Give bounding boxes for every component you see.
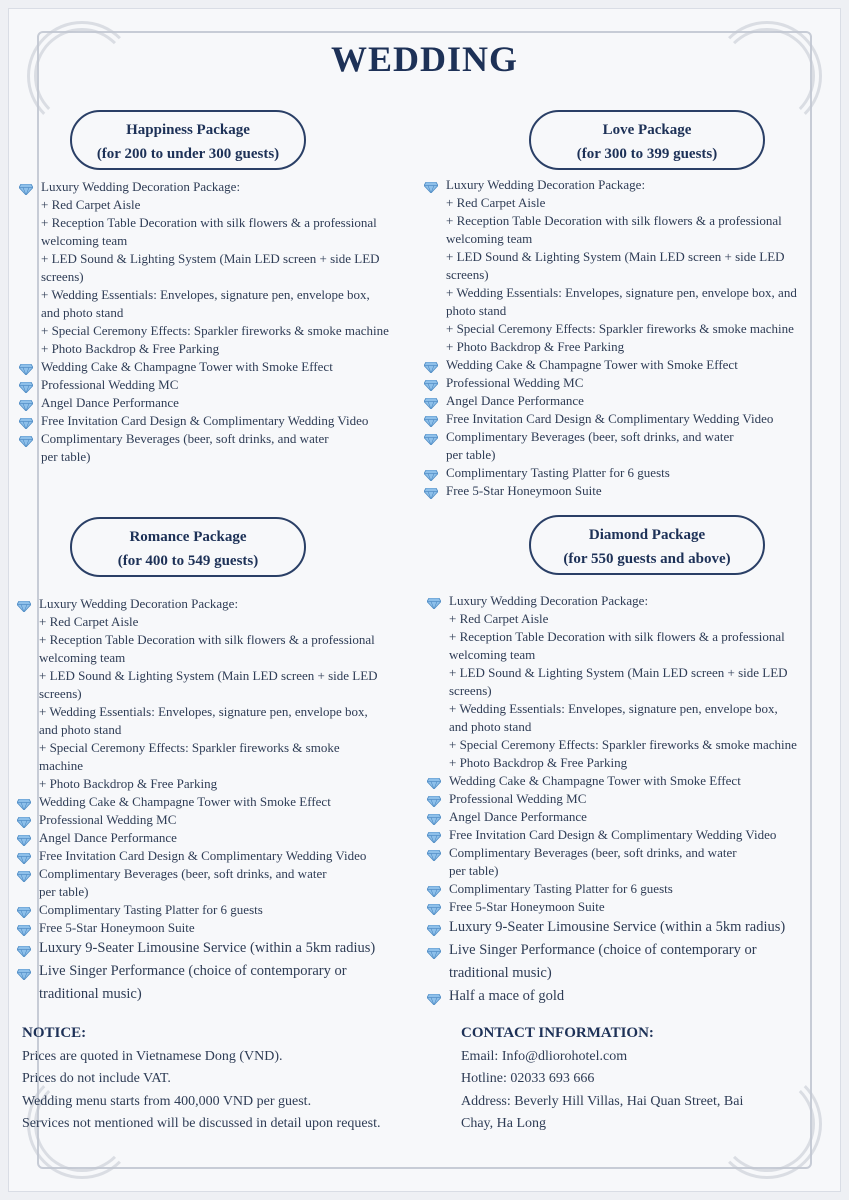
item-text: + Wedding Essentials: Envelopes, signature pen, envelope box, xyxy=(39,704,368,719)
contact-heading: CONTACT INFORMATION: xyxy=(461,1025,654,1041)
list-item-detail xyxy=(17,685,419,703)
list-item xyxy=(427,808,837,826)
diamond-icon xyxy=(427,884,441,895)
item-text: Wedding Cake & Champagne Tower with Smoke Effect xyxy=(449,773,741,788)
list-item xyxy=(17,811,419,829)
diamond-icon xyxy=(427,776,441,787)
item-text: Complimentary Beverages (beer, soft drinks, and water xyxy=(446,429,734,444)
item-text: Professional Wedding MC xyxy=(446,375,584,390)
notice-line: Wedding menu starts from 400,000 VND per guest. xyxy=(22,1093,312,1109)
package-name: Happiness Package xyxy=(126,122,250,138)
item-text: + Special Ceremony Effects: Sparkler fireworks & smoke xyxy=(39,740,340,755)
list-item xyxy=(17,901,419,919)
item-text: Live Singer Performance (choice of contemporary or xyxy=(449,942,757,958)
package-items-diamond xyxy=(427,592,837,1008)
list-item xyxy=(427,939,837,962)
package-items-romance xyxy=(17,595,419,1006)
item-text: machine xyxy=(39,758,84,773)
item-text: + Reception Table Decoration with silk flowers & a professional xyxy=(446,213,782,228)
page-title: WEDDING xyxy=(330,39,519,79)
list-item-detail xyxy=(427,700,837,718)
list-item-detail xyxy=(19,232,419,250)
item-text: + Wedding Essentials: Envelopes, signature pen, envelope box, and xyxy=(446,285,797,300)
diamond-icon xyxy=(17,851,31,862)
item-text: and photo stand xyxy=(41,305,124,320)
item-text: Free Invitation Card Design & Complimentary Wedding Video xyxy=(449,827,777,842)
diamond-icon xyxy=(17,599,31,610)
diamond-icon xyxy=(17,797,31,808)
list-item xyxy=(424,464,836,482)
item-text: + Reception Table Decoration with silk flowers & a professional xyxy=(449,629,785,644)
diamond-icon xyxy=(424,378,438,389)
item-text: screens) xyxy=(41,269,84,284)
item-text: Wedding Cake & Champagne Tower with Smoke Effect xyxy=(41,359,333,374)
list-item-detail xyxy=(19,286,419,304)
diamond-icon xyxy=(17,905,31,916)
package-name: Love Package xyxy=(602,122,692,138)
list-item xyxy=(424,356,836,374)
list-item xyxy=(17,937,419,960)
list-item-detail xyxy=(427,682,837,700)
list-item-detail xyxy=(17,631,419,649)
item-text: + Reception Table Decoration with silk flowers & a professional xyxy=(39,632,375,647)
list-item-detail xyxy=(427,862,837,880)
item-text: welcoming team xyxy=(449,647,536,662)
list-item xyxy=(424,374,836,392)
item-text: per table) xyxy=(39,884,89,899)
item-text: Luxury 9-Seater Limousine Service (within a 5km radius) xyxy=(39,940,376,956)
item-text: and photo stand xyxy=(39,722,122,737)
list-item-detail xyxy=(17,739,419,757)
list-item xyxy=(427,898,837,916)
list-item-detail xyxy=(427,754,837,772)
list-item xyxy=(427,826,837,844)
package-guests: (for 400 to 549 guests) xyxy=(117,553,259,569)
package-name: Diamond Package xyxy=(588,527,706,543)
diamond-icon xyxy=(19,362,33,373)
item-text: + Red Carpet Aisle xyxy=(39,614,139,629)
item-text: per table) xyxy=(446,447,496,462)
item-text: Free 5-Star Honeymoon Suite xyxy=(449,899,605,914)
list-item-detail xyxy=(17,613,419,631)
list-item-detail xyxy=(17,721,419,739)
item-text: Luxury Wedding Decoration Package: xyxy=(449,593,649,608)
list-item xyxy=(19,376,419,394)
item-text: + Reception Table Decoration with silk flowers & a professional xyxy=(41,215,377,230)
item-text: Luxury Wedding Decoration Package: xyxy=(41,179,241,194)
item-text: screens) xyxy=(449,683,492,698)
contact-section xyxy=(461,1022,801,1136)
diamond-icon xyxy=(19,380,33,391)
item-text: Professional Wedding MC xyxy=(39,812,177,827)
list-item-detail xyxy=(19,448,419,466)
list-item-detail xyxy=(424,230,836,248)
item-text: Wedding Cake & Champagne Tower with Smoke Effect xyxy=(446,357,738,372)
item-text: + Red Carpet Aisle xyxy=(449,611,549,626)
diamond-icon xyxy=(19,416,33,427)
item-text: Free Invitation Card Design & Complimentary Wedding Video xyxy=(39,848,367,863)
notice-line: Prices are quoted in Vietnamese Dong (VND). xyxy=(22,1048,283,1064)
list-item-detail xyxy=(427,718,837,736)
item-text: Free 5-Star Honeymoon Suite xyxy=(39,920,195,935)
diamond-icon xyxy=(427,596,441,607)
list-item xyxy=(19,412,419,430)
diamond-icon xyxy=(427,812,441,823)
item-text: Complimentary Beverages (beer, soft drinks, and water xyxy=(39,866,327,881)
item-text: Angel Dance Performance xyxy=(41,395,179,410)
contact-email[interactable]: Email: Info@dliorohotel.com xyxy=(461,1048,628,1064)
list-item xyxy=(427,916,837,939)
package-header-love xyxy=(529,110,765,170)
diamond-icon xyxy=(427,794,441,805)
list-item-detail xyxy=(19,214,419,232)
list-item xyxy=(427,790,837,808)
item-text: Complimentary Tasting Platter for 6 guests xyxy=(446,465,670,480)
list-item-detail xyxy=(19,268,419,286)
item-text: + Photo Backdrop & Free Parking xyxy=(449,755,628,770)
item-text: + Special Ceremony Effects: Sparkler fireworks & smoke machine xyxy=(449,737,797,752)
item-text: Luxury Wedding Decoration Package: xyxy=(446,177,646,192)
diamond-icon xyxy=(424,486,438,497)
item-text: screens) xyxy=(446,267,489,282)
item-text: Angel Dance Performance xyxy=(446,393,584,408)
list-item xyxy=(427,844,837,862)
list-item xyxy=(19,358,419,376)
list-item-detail xyxy=(424,338,836,356)
item-text: Complimentary Tasting Platter for 6 guests xyxy=(449,881,673,896)
diamond-icon xyxy=(17,965,31,976)
diamond-icon xyxy=(17,869,31,880)
package-guests: (for 200 to under 300 guests) xyxy=(96,146,280,162)
item-text: Free Invitation Card Design & Complimentary Wedding Video xyxy=(446,411,774,426)
diamond-icon xyxy=(427,990,441,1001)
item-text: welcoming team xyxy=(41,233,128,248)
list-item-detail xyxy=(427,628,837,646)
list-item-detail xyxy=(424,302,836,320)
list-item xyxy=(19,430,419,448)
list-item xyxy=(17,829,419,847)
list-item-detail xyxy=(427,736,837,754)
item-text: traditional music) xyxy=(39,986,142,1002)
diamond-icon xyxy=(19,182,33,193)
item-text: + Photo Backdrop & Free Parking xyxy=(39,776,218,791)
item-text: welcoming team xyxy=(446,231,533,246)
diamond-icon xyxy=(19,434,33,445)
diamond-icon xyxy=(427,902,441,913)
item-text: Free Invitation Card Design & Complimentary Wedding Video xyxy=(41,413,369,428)
list-item-detail xyxy=(17,649,419,667)
list-item xyxy=(427,985,837,1008)
list-item-detail xyxy=(17,667,419,685)
diamond-icon xyxy=(427,944,441,955)
item-text: + Red Carpet Aisle xyxy=(446,195,546,210)
diamond-icon xyxy=(19,398,33,409)
list-item-detail xyxy=(427,664,837,682)
list-item-detail xyxy=(19,322,419,340)
list-item-detail xyxy=(17,775,419,793)
item-text: Complimentary Beverages (beer, soft drinks, and water xyxy=(449,845,737,860)
list-item-detail xyxy=(424,212,836,230)
item-text: + LED Sound & Lighting System (Main LED screen + side LED xyxy=(446,249,785,264)
list-item-detail xyxy=(19,304,419,322)
diamond-icon xyxy=(424,360,438,371)
list-item-detail xyxy=(19,340,419,358)
item-text: Live Singer Performance (choice of contemporary or xyxy=(39,963,347,979)
list-item-detail xyxy=(424,284,836,302)
diamond-icon xyxy=(427,921,441,932)
item-text: + Special Ceremony Effects: Sparkler fireworks & smoke machine xyxy=(446,321,794,336)
item-text: Angel Dance Performance xyxy=(449,809,587,824)
list-item-detail xyxy=(424,320,836,338)
item-text: + Red Carpet Aisle xyxy=(41,197,141,212)
notice-line: Services not mentioned will be discussed in detail upon request. xyxy=(22,1116,381,1131)
list-item-detail xyxy=(17,883,419,901)
list-item-detail xyxy=(427,610,837,628)
item-text: Professional Wedding MC xyxy=(449,791,587,806)
package-name: Romance Package xyxy=(129,529,247,545)
list-item xyxy=(17,865,419,883)
item-text: screens) xyxy=(39,686,82,701)
list-item xyxy=(19,178,419,196)
package-guests: (for 550 guests and above) xyxy=(563,551,731,567)
package-guests: (for 300 to 399 guests) xyxy=(576,146,718,162)
list-item xyxy=(17,847,419,865)
package-items-love xyxy=(424,176,836,500)
item-text: and photo stand xyxy=(449,719,532,734)
item-text: Wedding Cake & Champagne Tower with Smoke Effect xyxy=(39,794,331,809)
diamond-icon xyxy=(17,833,31,844)
diamond-icon xyxy=(424,468,438,479)
item-text: + LED Sound & Lighting System (Main LED screen + side LED xyxy=(41,251,380,266)
notice-line: Prices do not include VAT. xyxy=(22,1071,171,1086)
item-text: + Wedding Essentials: Envelopes, signature pen, envelope box, xyxy=(449,701,778,716)
list-item xyxy=(17,595,419,613)
diamond-icon xyxy=(424,414,438,425)
list-item-detail xyxy=(424,248,836,266)
package-header-diamond xyxy=(529,515,765,575)
list-item xyxy=(427,880,837,898)
contact-hotline[interactable]: Hotline: 02033 693 666 xyxy=(461,1071,595,1086)
diamond-icon xyxy=(424,180,438,191)
item-text: per table) xyxy=(41,449,91,464)
notice-section xyxy=(22,1022,442,1136)
item-text: traditional music) xyxy=(449,965,552,981)
diamond-icon xyxy=(17,923,31,934)
list-item xyxy=(424,410,836,428)
item-text: photo stand xyxy=(446,303,507,318)
list-item-detail xyxy=(17,983,419,1006)
list-item xyxy=(19,394,419,412)
diamond-icon xyxy=(424,432,438,443)
list-item-detail xyxy=(17,703,419,721)
item-text: + Photo Backdrop & Free Parking xyxy=(446,339,625,354)
list-item-detail xyxy=(424,446,836,464)
list-item-detail xyxy=(424,266,836,284)
list-item-detail xyxy=(19,250,419,268)
diamond-icon xyxy=(17,815,31,826)
list-item xyxy=(17,919,419,937)
item-text: Complimentary Tasting Platter for 6 guests xyxy=(39,902,263,917)
list-item-detail xyxy=(427,962,837,985)
list-item xyxy=(424,428,836,446)
list-item xyxy=(424,482,836,500)
diamond-icon xyxy=(424,396,438,407)
item-text: Luxury 9-Seater Limousine Service (within a 5km radius) xyxy=(449,919,786,935)
item-text: + LED Sound & Lighting System (Main LED screen + side LED xyxy=(449,665,788,680)
list-item-detail xyxy=(427,646,837,664)
package-header-happiness xyxy=(70,110,306,170)
package-header-romance xyxy=(70,517,306,577)
item-text: + Photo Backdrop & Free Parking xyxy=(41,341,220,356)
item-text: + Special Ceremony Effects: Sparkler fireworks & smoke machine xyxy=(41,323,389,338)
diamond-icon xyxy=(17,942,31,953)
item-text: Angel Dance Performance xyxy=(39,830,177,845)
item-text: Luxury Wedding Decoration Package: xyxy=(39,596,239,611)
item-text: + LED Sound & Lighting System (Main LED screen + side LED xyxy=(39,668,378,683)
item-text: Free 5-Star Honeymoon Suite xyxy=(446,483,602,498)
contact-address: Address: Beverly Hill Villas, Hai Quan Street, Bai xyxy=(461,1093,744,1109)
list-item xyxy=(17,793,419,811)
item-text: Complimentary Beverages (beer, soft drinks, and water xyxy=(41,431,329,446)
list-item xyxy=(427,592,837,610)
diamond-icon xyxy=(427,848,441,859)
item-text: Half a mace of gold xyxy=(449,988,565,1004)
diamond-icon xyxy=(427,830,441,841)
list-item-detail xyxy=(424,194,836,212)
package-items-happiness xyxy=(19,178,419,466)
item-text: + Wedding Essentials: Envelopes, signature pen, envelope box, xyxy=(41,287,370,302)
item-text: per table) xyxy=(449,863,499,878)
item-text: welcoming team xyxy=(39,650,126,665)
list-item xyxy=(17,960,419,983)
item-text: Professional Wedding MC xyxy=(41,377,179,392)
notice-heading: NOTICE: xyxy=(22,1025,87,1041)
list-item xyxy=(424,176,836,194)
list-item-detail xyxy=(19,196,419,214)
list-item xyxy=(424,392,836,410)
contact-address: Chay, Ha Long xyxy=(461,1116,547,1131)
list-item xyxy=(427,772,837,790)
list-item-detail xyxy=(17,757,419,775)
